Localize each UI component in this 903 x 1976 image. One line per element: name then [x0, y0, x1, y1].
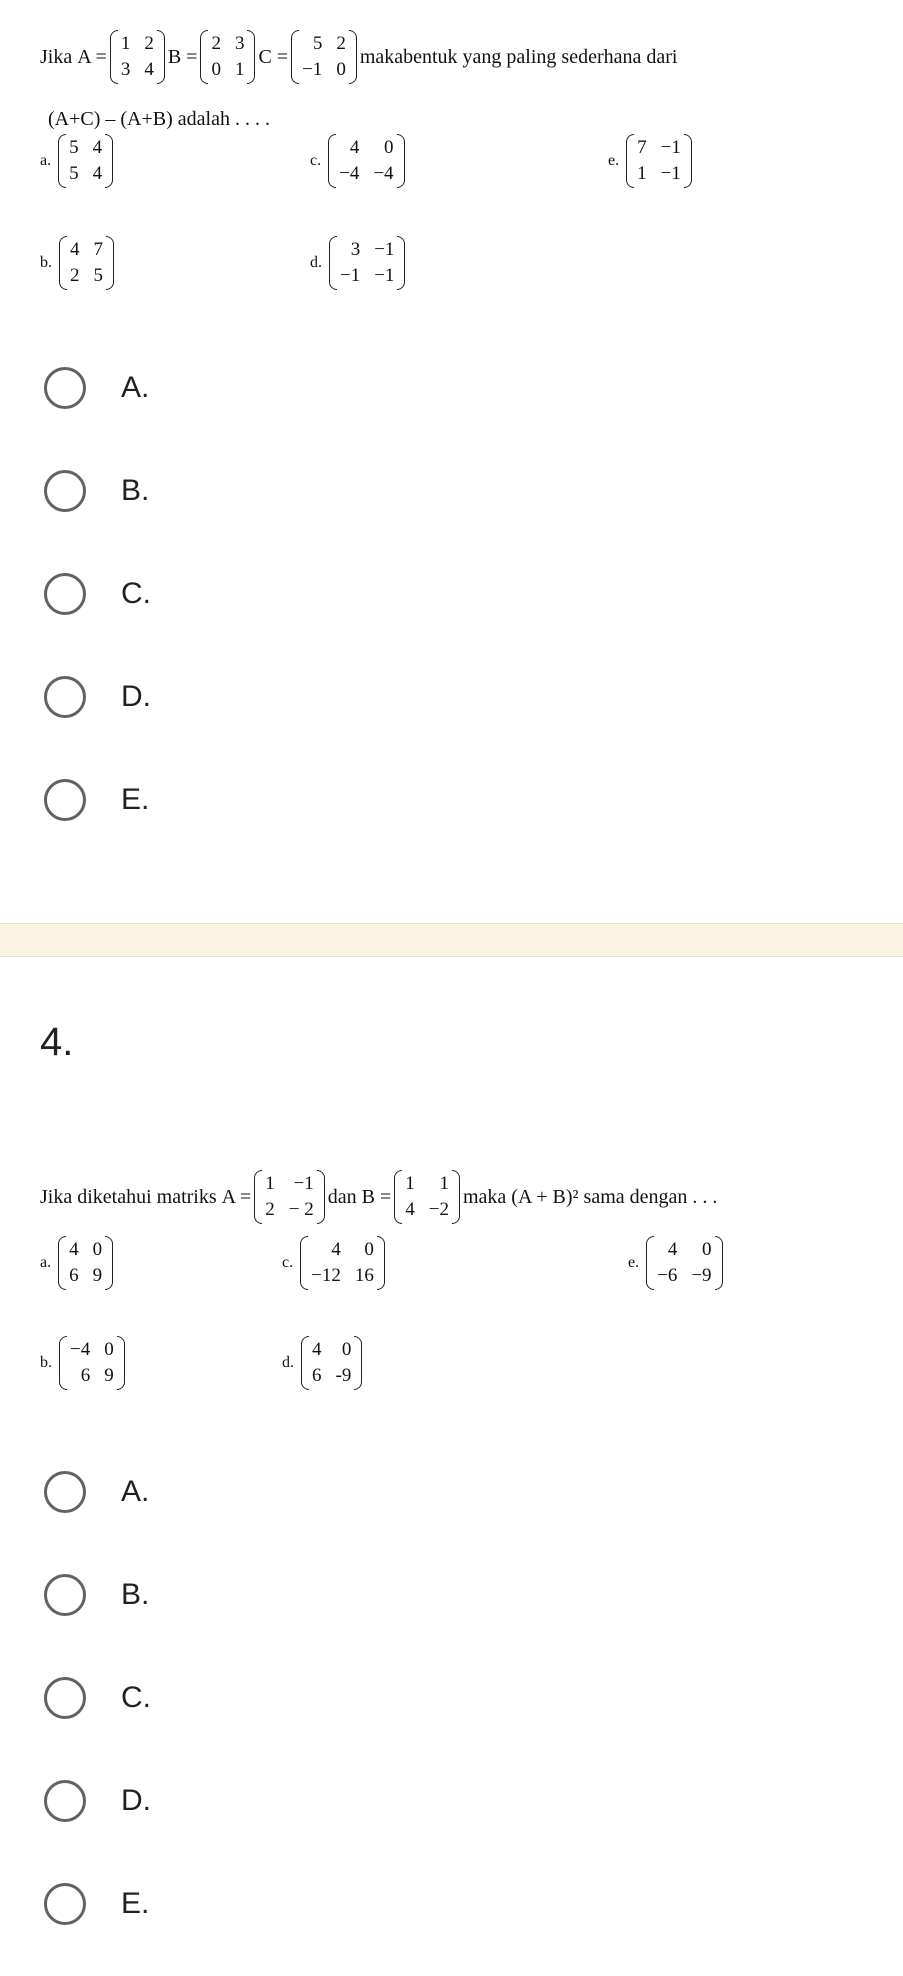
q4-option-b[interactable]: B.: [0, 1565, 903, 1625]
q3-matrix-a: 1 2 3 4: [110, 30, 165, 84]
q4-option-c[interactable]: C.: [0, 1668, 903, 1728]
section-divider: [0, 923, 903, 957]
question-number: 4.: [40, 1020, 74, 1064]
q3-stem-line2: (A+C) – (A+B) adalah . . . .: [48, 108, 270, 130]
q4-option-a[interactable]: A.: [0, 1462, 903, 1522]
q4-option-e[interactable]: E.: [0, 1874, 903, 1934]
radio-icon[interactable]: [44, 367, 86, 409]
radio-icon[interactable]: [44, 1574, 86, 1616]
q3-matrix-c: 5 2 −1 0: [291, 30, 357, 84]
q4-choice-c: c. 4 0 −12 16: [282, 1236, 388, 1290]
q3-stem-line1: [40, 30, 677, 84]
q3-choice-a: a. 5 4 5 4: [40, 134, 116, 188]
q4-option-d[interactable]: D.: [0, 1771, 903, 1831]
q3-matrix-b-label: B =: [167, 45, 198, 68]
q4-choice-d: d. 4 0 6 -9: [282, 1336, 365, 1390]
q4-matrix-a-label: A =: [221, 1185, 252, 1208]
radio-icon[interactable]: [44, 779, 86, 821]
q3-choice-e: e. 7 −1 1 −1: [608, 134, 695, 188]
q4-stem: [40, 1170, 717, 1224]
q3-option-c[interactable]: C.: [0, 564, 903, 624]
radio-icon[interactable]: [44, 1780, 86, 1822]
q4-matrix-b: 1 1 4 −2: [394, 1170, 460, 1224]
q3-radio-group: [0, 358, 903, 830]
q4-choice-b: b. −4 0 6 9: [40, 1336, 128, 1390]
q3-option-d[interactable]: D.: [0, 667, 903, 727]
radio-icon[interactable]: [44, 676, 86, 718]
q4-radio-group: [0, 1462, 903, 1934]
radio-icon[interactable]: [44, 1471, 86, 1513]
q4-matrix-a: 1 −1 2 − 2: [254, 1170, 324, 1224]
radio-icon[interactable]: [44, 1883, 86, 1925]
q4-dan: dan: [327, 1185, 357, 1208]
q4-text-end: maka (A + B)² sama dengan . . .: [462, 1185, 718, 1208]
radio-icon[interactable]: [44, 470, 86, 512]
q3-option-b[interactable]: B.: [0, 461, 903, 521]
q3-option-a[interactable]: A.: [0, 358, 903, 418]
q3-text-start: Jika: [40, 45, 73, 68]
q4-matrix-b-label: B =: [361, 1185, 392, 1208]
q3-option-e[interactable]: E.: [0, 770, 903, 830]
q4-text-start: Jika diketahui matriks: [40, 1185, 217, 1208]
q4-choice-e: e. 4 0 −6 −9: [628, 1236, 726, 1290]
radio-icon[interactable]: [44, 573, 86, 615]
q3-choice-b: b. 4 7 2 5: [40, 236, 117, 290]
q3-matrix-a-label: A =: [77, 45, 107, 68]
radio-icon[interactable]: [44, 1677, 86, 1719]
q3-matrix-c-label: C =: [258, 45, 289, 68]
q3-choice-c: c. 4 0 −4 −4: [310, 134, 408, 188]
q3-text-end: makabentuk yang paling sederhana dari: [359, 45, 678, 68]
q3-choice-d: d. 3 −1 −1 −1: [310, 236, 408, 290]
q3-matrix-b: 2 3 0 1: [200, 30, 255, 84]
q4-choice-a: a. 4 0 6 9: [40, 1236, 116, 1290]
